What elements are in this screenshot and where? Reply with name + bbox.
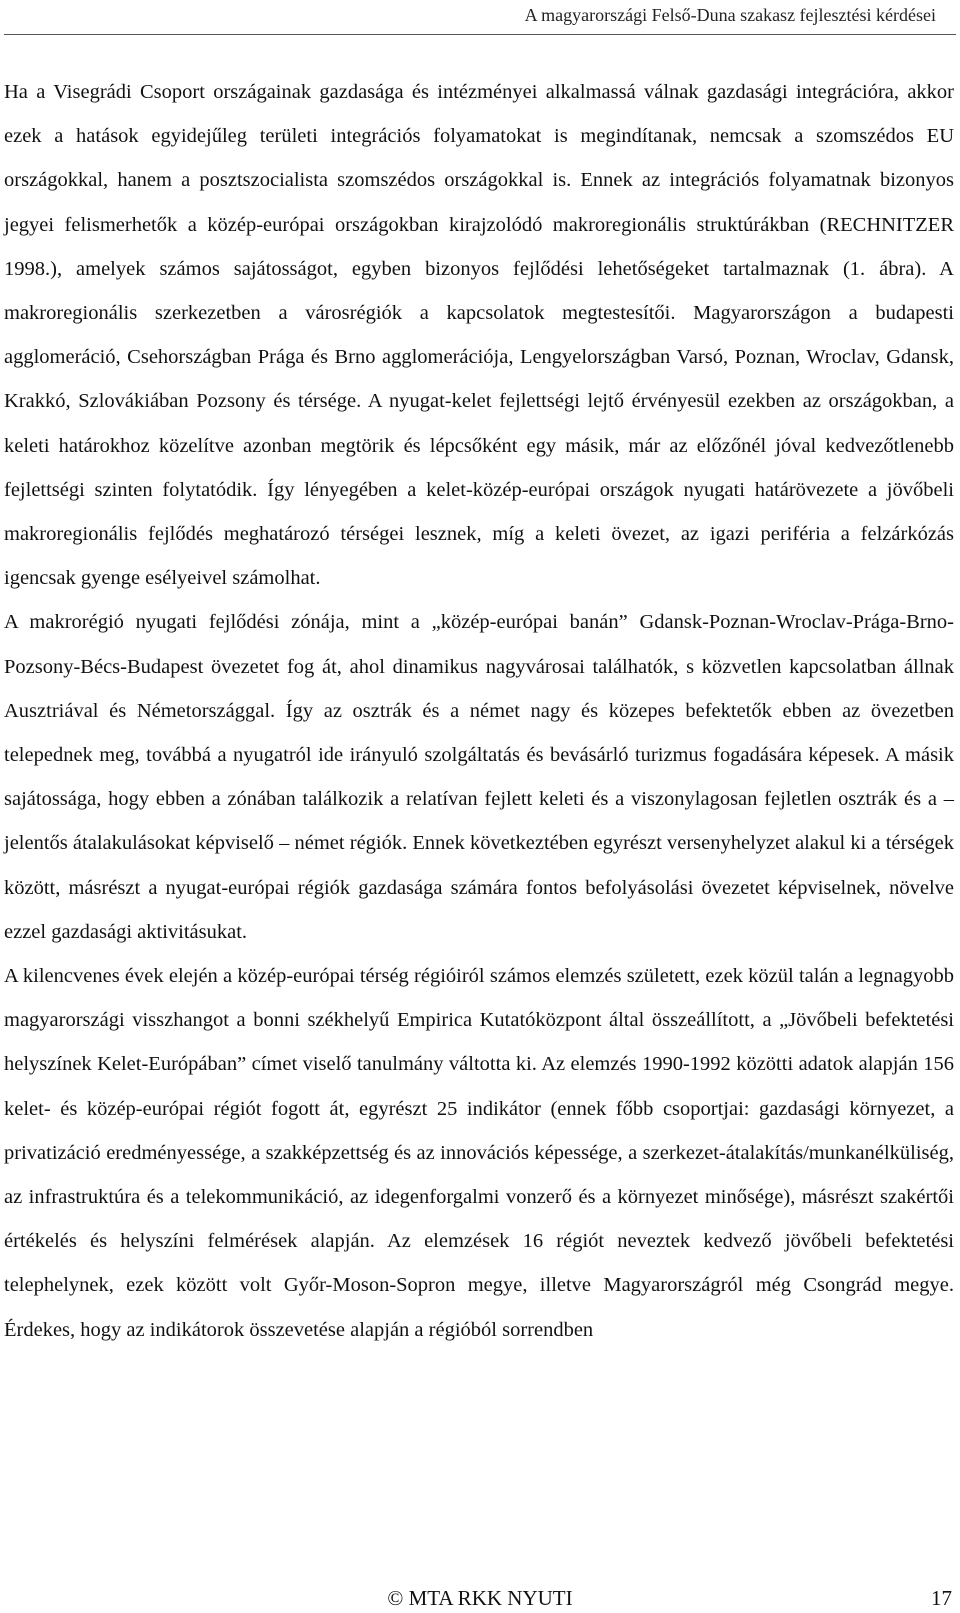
- page-number: 17: [931, 1586, 952, 1610]
- running-header-title: A magyarországi Felső-Duna szakasz fejlesztési kérdései: [524, 5, 936, 25]
- paragraph-1: Ha a Visegrádi Csoport országainak gazdasága és intézményei alkalmassá válnak gazdasági integrációra, akkor ezek a hatások egyidejűleg területi integrációs folyamatokat is megindítanak, nemcsak a szomszédos EU országokkal, hanem a posztszocialista szomszédos országokkal is. Ennek az integrációs folyamatnak bizonyos jegyei felismerhetők a közép-európai országokban kirajzolódó makroregionális struktúrákban (RECHNITZER 1998.), amelyek számos sajátosságot, egyben bizonyos fejlődési lehetőségeket tartalmaznak (1. ábra). A makroregionális szerkezetben a városrégiók a kapcsolatok megtestesítői. Magyarországon a budapesti agglomeráció, Csehországban Prága és Brno agglomerációja, Lengyelországban Varsó, Poznan, Wroclav, Gdansk, Krakkó, Szlovákiában Pozsony és térsége. A nyugat-kelet fejlettségi lejtő érvényesül ezekben az országokban, a keleti határokhoz közelítve azonban megtörik és lépcsőként egy másik, már az előzőnél jóval kedvezőtlenebb fejlettségi szinten folytatódik. Így lényegében a kelet-közép-európai országok nyugati határövezete a jövőbeli makroregionális fejlődés meghatározó térségei lesznek, míg a keleti övezet, az igazi periféria a felzárkózás igencsak gyenge esélyeivel számolhat.: [4, 81, 954, 590]
- document-body: [4, 70, 954, 1352]
- page-footer: [4, 1584, 956, 1612]
- paragraph-2: A makrorégió nyugati fejlődési zónája, mint a „közép-európai banán” Gdansk-Poznan-Wroclav-Prága-Brno-Pozsony-Bécs-Budapest övezetet fog át, ahol dinamikus nagyvárosai találhatók, s közvetlen kapcsolatban állnak Ausztriával és Németországgal. Így az osztrák és a német nagy és közepes befektetők ebben az övezetben telepednek meg, továbbá a nyugatról ide irányuló szolgáltatás és bevásárló turizmus fogadására képesek. A másik sajátossága, hogy ebben a zónában találkozik a relatívan fejlett keleti és a viszonylagosan fejletlen osztrák és a – jelentős átalakulásokat képviselő – német régiók. Ennek következtében egyrészt versenyhelyzet alakul ki a térségek között, másrészt a nyugat-európai régiók gazdasága számára fontos befolyásolási övezetet képviselnek, növelve ezzel gazdasági aktivitásukat.: [4, 611, 954, 943]
- footer-copyright: © MTA RKK NYUTI: [387, 1586, 573, 1610]
- header-divider: [4, 34, 956, 35]
- paragraph-3: A kilencvenes évek elején a közép-európai térség régióiról számos elemzés született, ezek közül talán a legnagyobb magyarországi visszhangot a bonni székhelyű Empirica Kutatóközpont által összeállított, a „Jövőbeli befektetési helyszínek Kelet-Európában” címet viselő tanulmány váltotta ki. Az elemzés 1990-1992 közötti adatok alapján 156 kelet- és közép-európai régiót fogott át, egyrészt 25 indikátor (ennek főbb csoportjai: gazdasági környezet, a privatizáció eredményessége, a szakképzettség és az innovációs képessége, a szerkezet-átalakítás/munkanélküliség, az infrastruktúra és a telekommunikáció, az idegenforgalmi vonzerő és a környezet minősége), másrészt szakértői értékelés és helyszíni felmérések alapján. Az elemzések 16 régiót neveztek kedvező jövőbeli befektetési telephelynek, ezek között volt Győr-Moson-Sopron megye, illetve Magyarországról még Csongrád megye. Érdekes, hogy az indikátorok összevetése alapján a régióból sorrendben: [4, 965, 954, 1341]
